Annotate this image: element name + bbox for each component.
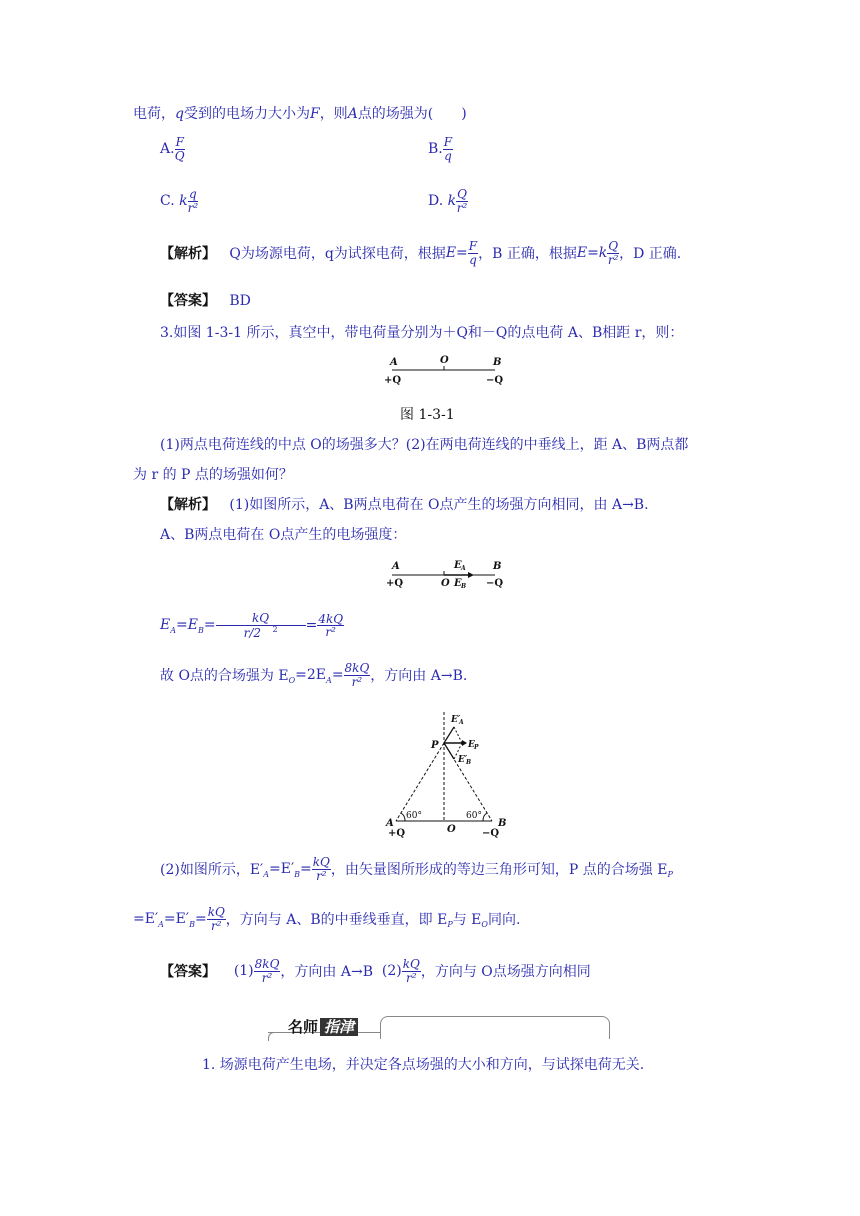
part2-line2: $=E'_A=E'_B=$ $\frac{kQ}{\text{r²}}$ ，方向与 A、B的中垂线垂直，即 $E_P$与 $E_O$同向. [133, 905, 521, 933]
figure-caption: 图 1-3-1 [400, 407, 455, 423]
svg-text:E: E [468, 740, 475, 750]
question-3: 3.如图 1-3-1 所示，真空中，带电荷量分别为＋Q和－Q的点电荷 A、B相距 r，则： [160, 325, 684, 341]
svg-text:B: B [461, 583, 467, 590]
question-3-sub-2: 为 r 的 P 点的场强如何？ [133, 467, 293, 483]
option-c: C. k $\frac{q}{\text{r²}}$ [160, 187, 199, 215]
svg-text:B: B [498, 818, 507, 829]
svg-text:−Q: −Q [486, 578, 504, 589]
figure-field-o [380, 556, 510, 596]
figure-1-3-1 [380, 352, 510, 392]
svg-text:A: A [386, 818, 394, 829]
analysis-1: 【解析】 Q为场源电荷，q为试探电荷，根据E= $\frac{F}{q}$ ，B 正确，根据E=k $\frac{Q}{\text{r²}}$ ，D 正确. [160, 239, 682, 267]
svg-text:−Q: −Q [482, 828, 500, 839]
label-pos-q: +Q [384, 375, 402, 386]
guide-label: 指津 [320, 1018, 358, 1036]
option-b: B. $\frac{F}{q}$ [428, 135, 453, 163]
note-1: 1. 场源电荷产生电场，并决定各点场强的大小和方向，与试探电荷无关. [202, 1057, 645, 1073]
svg-text:E′: E′ [451, 715, 461, 725]
teacher-label: 名师 [288, 1018, 319, 1036]
question-intro: 电荷，q受到的电场力大小为F，则A点的场强为( ) [133, 106, 467, 122]
option-a: A. $\frac{F}{Q}$ [160, 135, 185, 163]
svg-text:+Q: +Q [386, 578, 404, 589]
svg-text:B: B [493, 561, 502, 572]
svg-text:A: A [461, 565, 466, 572]
svg-text:A: A [392, 561, 400, 572]
analysis-tag: 【解析】 [160, 246, 216, 263]
svg-text:O: O [441, 578, 450, 589]
answer-2: 【答案】 (1) $\frac{8kQ}{\text{r²}}$ ，方向由 A→B (2) $\frac{kQ}{\text{r²}}$ ，方向与 O点场强方向相同 [160, 957, 591, 985]
svg-text:O: O [447, 824, 456, 835]
equation-ea-eb: $E_A=E_B=$ $\frac{kQ}{r/2 ^2}$ = $\frac{4kQ}{\text{r²}}$ [160, 611, 344, 640]
svg-text:E′: E′ [458, 755, 468, 765]
analysis-2: 【解析】 (1)如图所示，A、B两点电荷在 O点产生的场强方向相同，由 A→B. [160, 497, 649, 513]
svg-text:60°: 60° [406, 811, 422, 821]
part2-line1: (2)如图所示，$E'_A=E'_B=$ $\frac{kQ}{\text{r²}}$ ，由矢量图所形成的等边三角形可知，P 点的合场强 $E_P$ [160, 855, 673, 883]
label-a: A [390, 357, 398, 368]
figure-field-p [378, 706, 518, 840]
label-b: B [493, 357, 502, 368]
teacher-tips-box [268, 1012, 612, 1042]
equation-eo: 故 O点的合场强为 $E_O=2E_A=$ $\frac{8kQ}{\text{r²}}$ ，方向由 A→B. [160, 661, 468, 689]
label-neg-q: −Q [486, 375, 504, 386]
svg-text:A: A [459, 719, 464, 726]
svg-text:P: P [474, 744, 479, 751]
answer-tag: 【答案】 [160, 293, 216, 309]
svg-text:60°: 60° [466, 811, 482, 821]
label-o: O [440, 355, 449, 366]
svg-text:E: E [454, 560, 462, 571]
analysis-2-line2: A、B两点电荷在 O点产生的电场强度： [160, 527, 407, 543]
svg-text:B: B [466, 759, 472, 766]
svg-text:P: P [431, 740, 439, 751]
option-d: D. k $\frac{Q}{\text{r²}}$ [428, 187, 468, 215]
svg-text:E: E [454, 578, 462, 589]
svg-text:+Q: +Q [388, 828, 406, 839]
answer-1: 【答案】 BD [160, 293, 251, 309]
question-3-sub-1: (1)两点电荷连线的中点 O的场强多大？(2)在两电荷连线的中垂线上，距 A、B两点都 [160, 437, 689, 453]
